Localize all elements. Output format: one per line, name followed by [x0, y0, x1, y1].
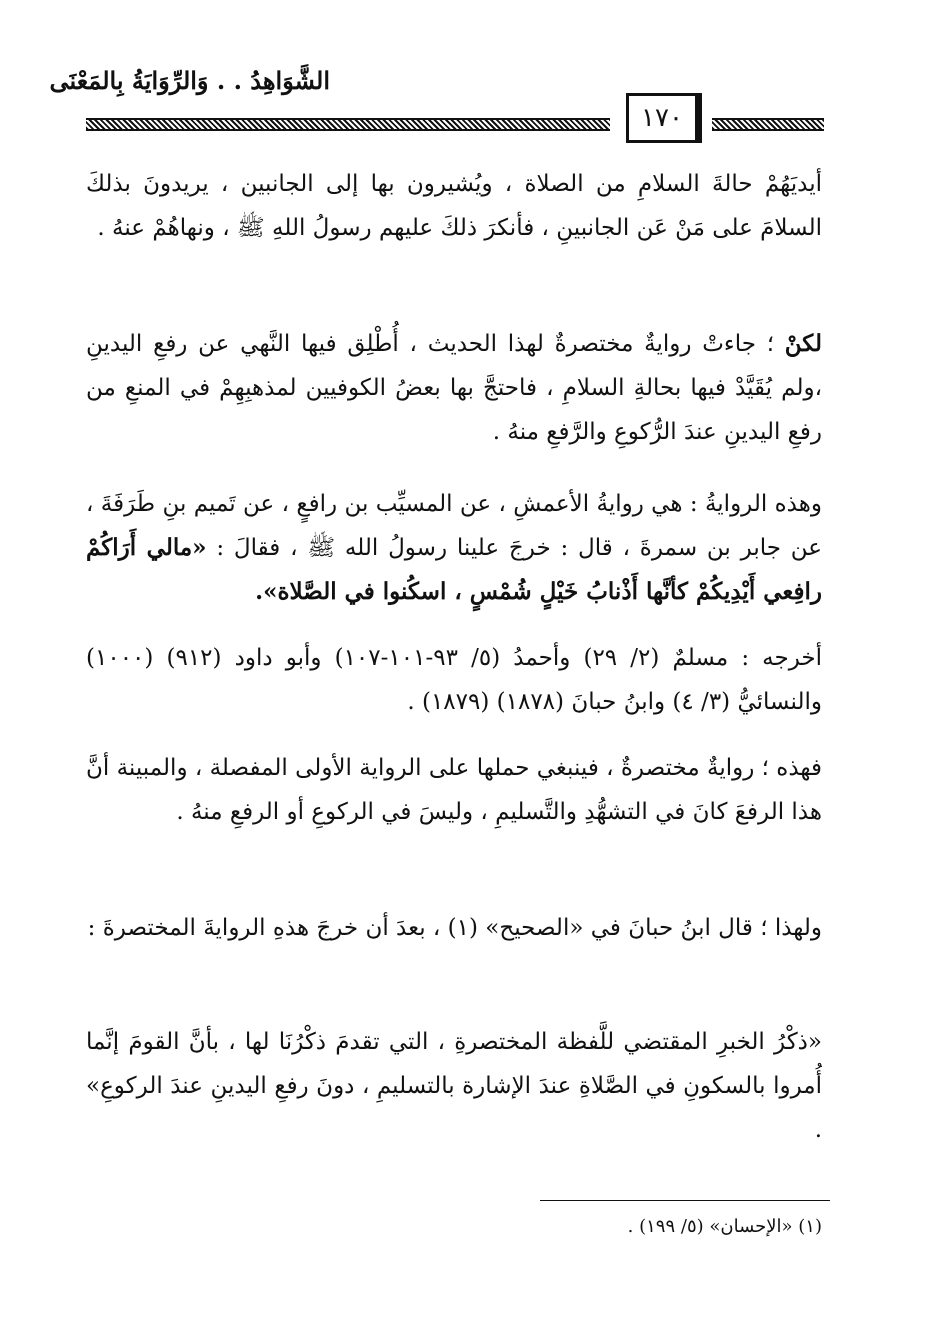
- paragraph-7-text: «ذكْرُ الخبرِ المقتضي للَّفظة المختصرةِ ، التي تقدمَ ذكْرُنَا لها ، بأنَّ القومَ إنَّما أُمروا بالسكونِ في الصَّلاةِ عندَ الإشارة بالتسليمِ ، دونَ رفعِ اليدينِ عندَ الركوعِ» .: [86, 1029, 822, 1143]
- paragraph-1: [86, 162, 822, 250]
- running-title: الشَّوَاهِدُ . . وَالرِّوَايَةُ بِالمَعْنَى: [49, 66, 330, 95]
- paragraph-5-text: فهذه ؛ روايةٌ مختصرةٌ ، فينبغي حملها على الرواية الأولى المفصلة ، والمبينة أنَّ هذا الرفعَ كانَ في التشهُّدِ والتَّسليمِ ، وليسَ في الركوعِ أو الرفعِ منهُ .: [86, 755, 822, 825]
- paragraph-2: [86, 322, 822, 454]
- paragraph-4: [86, 636, 822, 724]
- paragraph-7: [86, 1020, 822, 1152]
- hadith-quote: «مالي أَرَاكُمْ رافِعي أَيْدِيكُمْ كأنَّها أَذْنابُ خَيْلٍ شُمْسٍ ، اسكُنوا في الصَّلاة».: [86, 534, 822, 605]
- paragraph-1-text: أيديَهُمْ حالةَ السلامِ من الصلاة ، ويُشيرون بها إلى الجانبين ، يريدونَ بذلكَ السلامَ على مَنْ عَن الجانبينِ ، فأنكرَ ذلكَ عليهم رسولُ اللهِ ﷺ ، ونهاهُمْ عنهُ .: [86, 171, 822, 241]
- paragraph-3-text: وهذه الروايةُ : هي روايةُ الأعمشِ ، عن المسيِّب بن رافعٍ ، عن تَميم بنِ طَرَفَةَ ، عن جابر بن سمرةَ ، قال : خرجَ علينا رسولُ الله ﷺ ، فقالَ :: [86, 491, 823, 561]
- footnote-separator: [540, 1200, 830, 1201]
- page-number: ١٧٠: [626, 93, 702, 143]
- footnote: (١) «الإحسان» (٥/ ١٩٩) .: [627, 1216, 822, 1237]
- paragraph-2-text: ؛ جاءتْ روايةٌ مختصرةٌ لهذا الحديث ، أُطْلِق فيها النَّهي عن رفعِ اليدينِ ،ولم يُقَيَّدْ فيها بحالةِ السلامِ ، فاحتجَّ بها بعضُ الكوفيين لمذهبِهِمْ في المنعِ من رفعِ اليدينِ عندَ الرُّكوعِ والرَّفعِ منهُ .: [86, 331, 822, 445]
- paragraph-6-text: ولهذا ؛ قال ابنُ حبانَ في «الصحيح» (١) ، بعدَ أن خرجَ هذهِ الروايةَ المختصرةَ :: [87, 915, 822, 941]
- paragraph-6: [86, 906, 822, 950]
- paragraph-5: [86, 746, 822, 834]
- paragraph-2-lead: لكنْ: [784, 330, 822, 357]
- takhrij-text: أخرجه : مسلمٌ (٢/ ٢٩) وأحمدُ (٥/ ٩٣-١٠١-١٠٧) وأبو داود (٩١٢) (١٠٠٠) والنسائيُّ (٣/ ٤) وابنُ حبانَ (١٨٧٨) (١٨٧٩) .: [86, 645, 823, 715]
- paragraph-3: [86, 482, 822, 614]
- header-rule-right: [712, 118, 824, 131]
- header-rule-left: [86, 118, 610, 131]
